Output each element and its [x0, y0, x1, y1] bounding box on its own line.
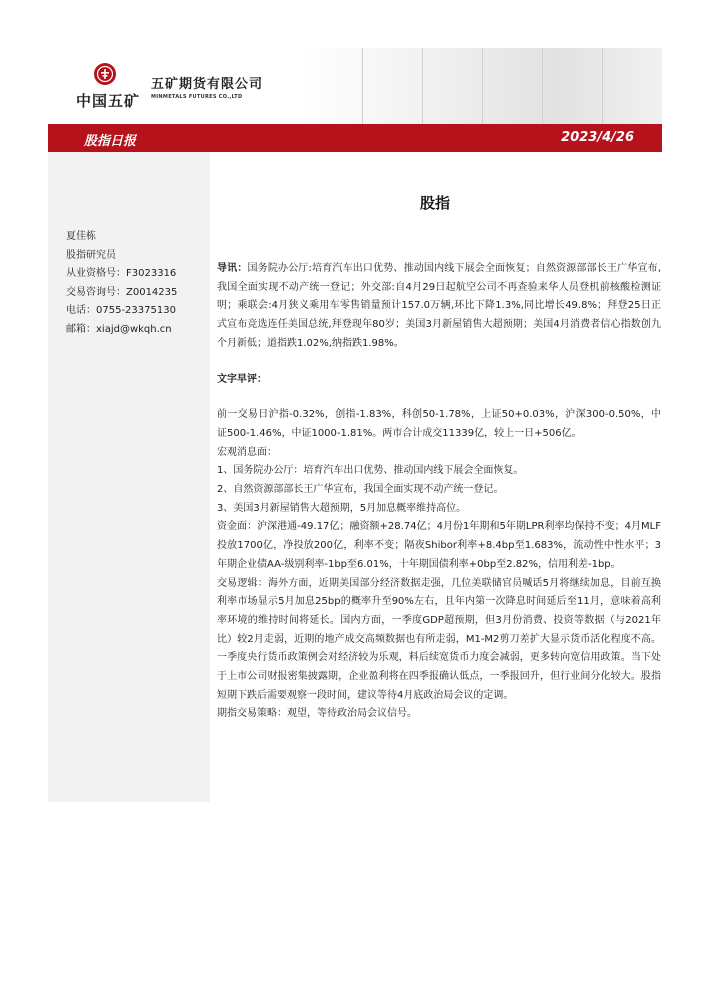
market-paragraph: 前一交易日沪指-0.32%，创指-1.83%，科创50-1.78%，上证50+0.03%，沪深300-0.50%，中证500-1.46%，中证1000-1.81%。两市合计成交11339亿，较上一日+506亿。: [217, 409, 661, 439]
review-title: [217, 371, 661, 390]
author-phone: 电话：0755-23375130: [66, 305, 176, 316]
lead-paragraph: [217, 260, 661, 354]
author-license: 从业资格号：F3023316: [66, 268, 177, 279]
main-content: [217, 192, 661, 724]
lead-label: 导讯：: [217, 263, 248, 274]
author-info: [66, 228, 177, 339]
company-logo: [76, 62, 141, 122]
macro-item: 3、美国3月新屋销售大超预期，5月加息概率维持高位。: [217, 502, 467, 514]
review-body: [217, 406, 661, 724]
company-name: [151, 73, 263, 100]
section-heading: 股指: [419, 194, 450, 212]
author-name: 夏佳栋: [66, 231, 96, 242]
logo-emblem-icon: [93, 62, 117, 86]
report-title: 股指日报: [84, 134, 137, 149]
author-consult: 交易咨询号：Z0014235: [66, 286, 178, 298]
lead-text: 国务院办公厅:培育汽车出口优势、推动国内线下展会全面恢复；自然资源部部长王广华宣布,我国全面实现不动产统一登记；外交部:自4月29日起航空公司不再查验来华人员登机前核酸检测证明；乘联会:4月狭义乘用车零售销量预计157.0万辆,环比下降1.3%,同比增长49.8%；拜登25日正式宣布竞选连任美国总统,拜登现年80岁；美国3月新屋销售大超预期；美国4月消费者信心指数创九个月新低；道指跌1.02%,纳指跌1.98%。: [217, 263, 661, 349]
company-name-cn: 五矿期货有限公司: [151, 77, 264, 92]
macro-title: 宏观消息面：: [217, 446, 277, 458]
strategy-paragraph: 期指交易策略：观望，等待政治局会议信号。: [217, 708, 417, 720]
author-sidebar: [48, 152, 210, 802]
company-name-en: MINMETALS FUTURES CO.,LTD: [151, 94, 243, 100]
logo-text: 中国五矿: [76, 92, 141, 110]
macro-item: 1、国务院办公厅：培育汽车出口优势、推动国内线下展会全面恢复。: [217, 465, 524, 477]
author-email: 邮箱：xiajd@wkqh.cn: [66, 323, 172, 335]
report-banner: [48, 124, 662, 152]
author-role: 股指研究员: [66, 249, 116, 261]
review-title-text: 文字早评：: [217, 373, 267, 385]
logic-paragraph: 交易逻辑：海外方面，近期美国部分经济数据走强，几位美联储官员喊话5月将继续加息，目前互换利率市场显示5月加息25bp的概率升至90%左右，且年内第一次降息时间延后至11月，意味着高利率环境的维持时间将延长。国内方面，一季度GDP超预期，但3月份消费、投资等数据（与2021年比）较2月走弱，近期的地产成交高频数据也有所走弱，M1-M2剪刀差扩大显示货币活化程度不高。一季度央行货币政策例会对经济较为乐观，料后续宽货币力度会减弱，更多转向宽信用政策。当下处于上市公司财报密集披露期，企业盈利将在四季报确认低点，一季报回升，但行业间分化较大。股指短期下跌后需要观察一段时间，建议等待4月底政治局会议的定调。: [217, 577, 661, 701]
funds-paragraph: 资金面：沪深港通-49.17亿；融资额+28.74亿；4月份1年期和5年期LPR利率均保持不变；4月MLF投放1700亿，净投放200亿，利率不变；隔夜Shibor利率+8.4bp至1.683%，流动性中性水平；3年期企业债AA-级别利率-1bp至6.01%，十年期国债利率+0bp至2.82%，信用利差-1bp。: [217, 521, 661, 570]
page-header: [48, 48, 662, 124]
header-building-image: [302, 48, 662, 124]
macro-item: 2、自然资源部部长王广华宣布，我国全面实现不动产统一登记。: [217, 484, 504, 496]
report-date: 2023/4/26: [561, 130, 634, 145]
